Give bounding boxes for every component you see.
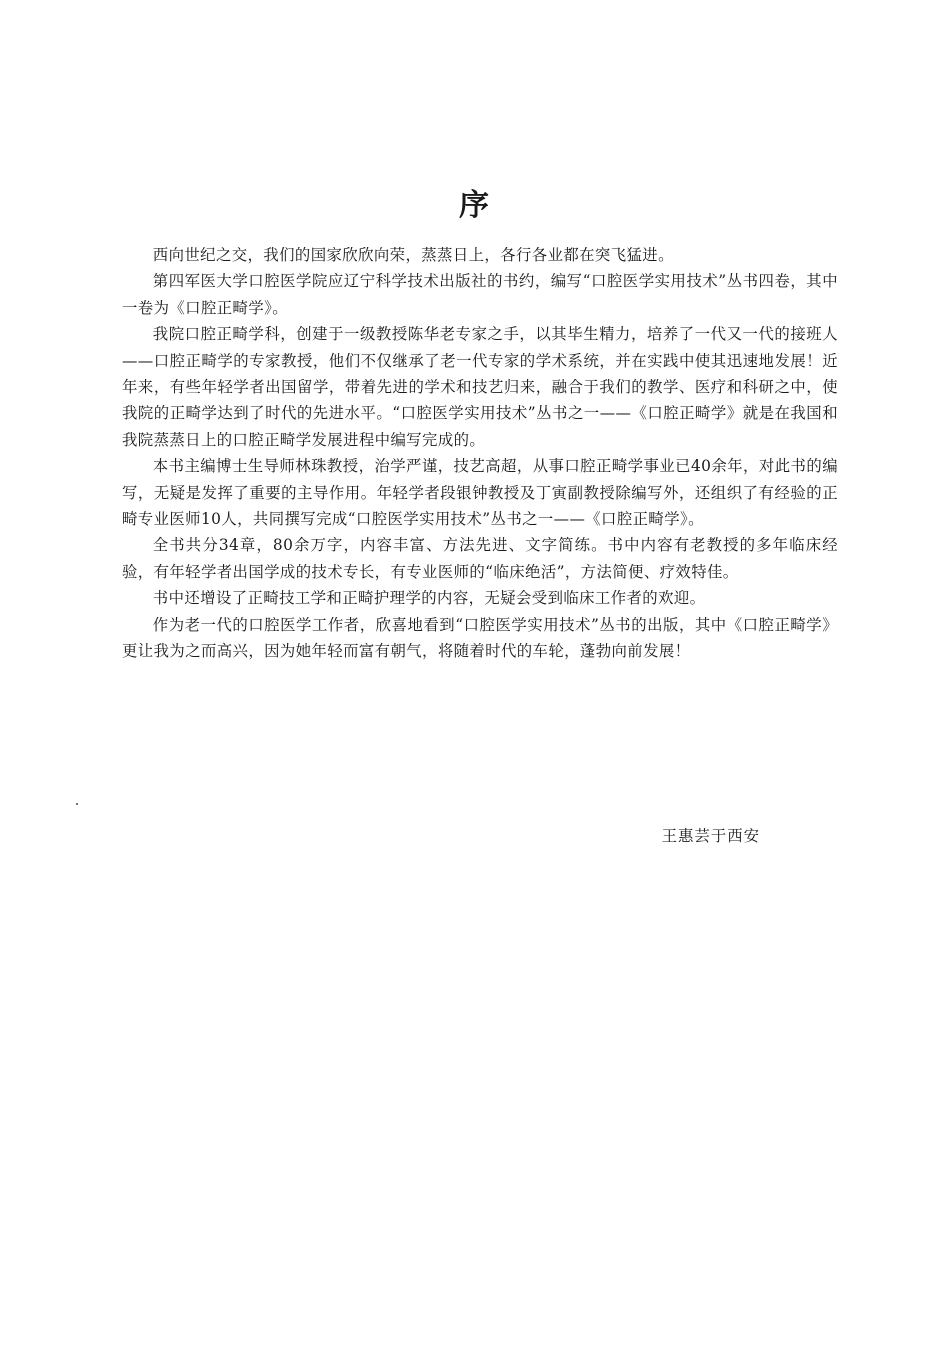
paragraph-2: 第四军医大学口腔医学院应辽宁科学技术出版社的书约，编写“口腔医学实用技术”丛书四卷，其中一卷为《口腔正畸学》。 <box>122 272 838 317</box>
paragraph-7: 作为老一代的口腔医学工作者，欣喜地看到“口腔医学实用技术”丛书的出版，其中《口腔正畸学》更让我为之而高兴，因为她年轻而富有朝气，将随着时代的车轮，蓬勃向前发展！ <box>122 615 838 661</box>
paragraph-5: 全书共分34章，80余万字，内容丰富、方法先进、文字简练。书中内容有老教授的多年临床经验，有年轻学者出国学成的技术专长，有专业医师的“临床绝活”，方法简便、疗效特佳。 <box>122 536 838 581</box>
paragraph-3: 我院口腔正畸学科，创建于一级教授陈华老专家之手，以其毕生精力，培养了一代又一代的接班人——口腔正畸学的专家教授，他们不仅继承了老一代专家的学术系统，并在实践中使其迅速地发展！近年来，有些年轻学者出国留学，带着先进的学术和技艺归来，融合于我们的教学、医疗和科研之中，使我院的正畸学达到了时代的先进水平。“口腔医学实用技术”丛书之一——《口腔正畸学》就是在我国和我院蒸蒸日上的口腔正畸学发展进程中编写完成的。 <box>122 325 838 449</box>
paragraph-4: 本书主编博士生导师林珠教授，治学严谨，技艺高超，从事口腔正畸学事业已40余年，对此书的编写，无疑是发挥了重要的主导作用。年轻学者段银钟教授及丁寅副教授除编写外，还组织了有经验的正畸专业医师10人，共同撰写完成“口腔医学实用技术”丛书之一——《口腔正畸学》。 <box>122 457 838 529</box>
paragraph-6: 书中还增设了正畸技工学和正畸护理学的内容，无疑会受到临床工作者的欢迎。 <box>152 589 706 608</box>
page-title: 序 <box>459 188 491 223</box>
scan-speck <box>76 803 78 805</box>
preface-body <box>122 242 838 665</box>
paragraph-1: 西向世纪之交，我们的国家欣欣向荣，蒸蒸日上，各行各业都在突飞猛进。 <box>152 246 674 264</box>
author-signature: 王惠芸于西安 <box>661 827 760 845</box>
